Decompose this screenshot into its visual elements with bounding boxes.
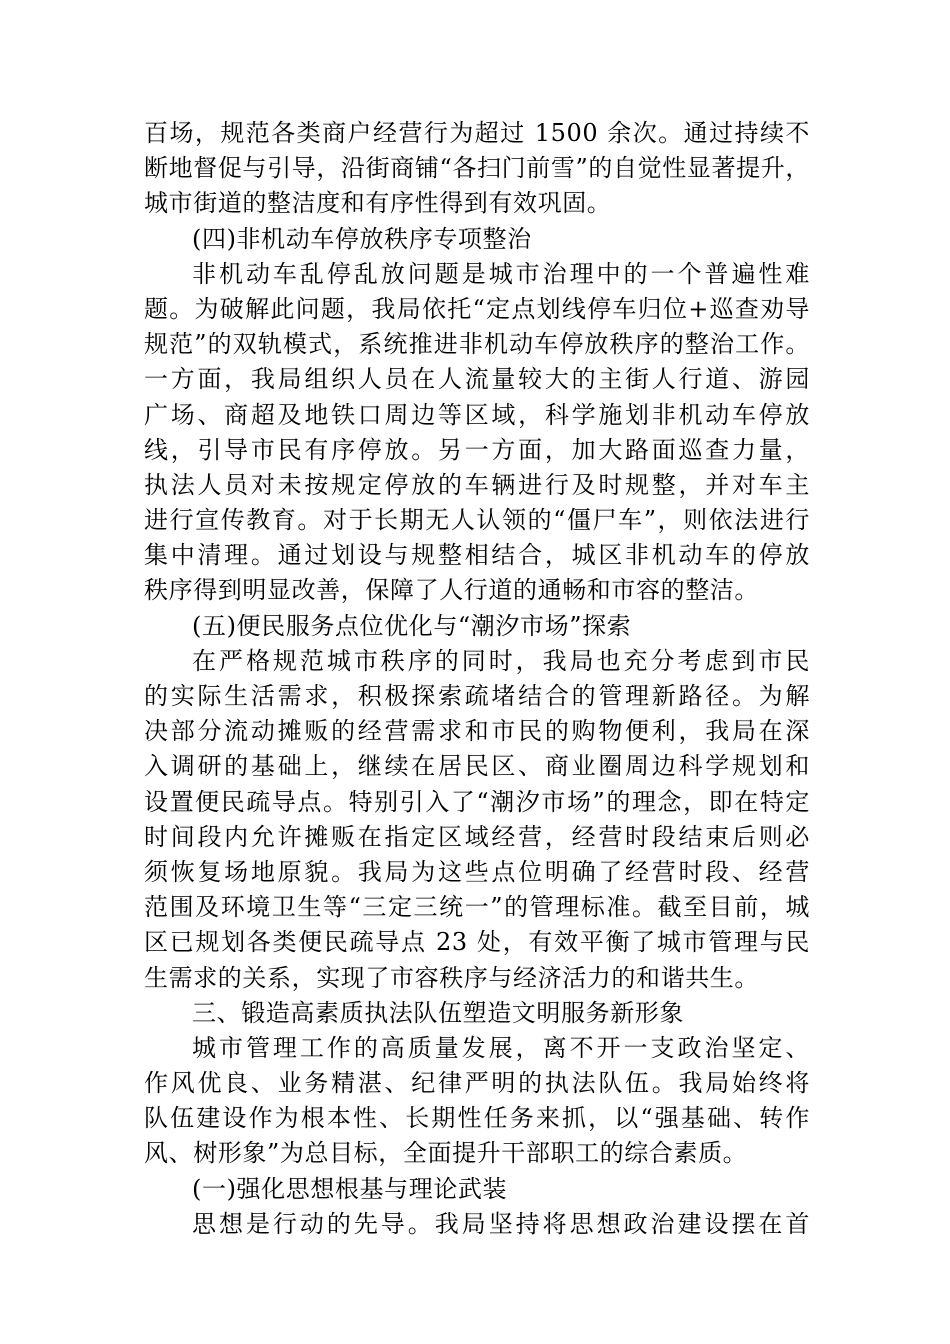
paragraph-line: 范围及环境卫生等“三定三统一”的管理标准。截至目前，城 bbox=[144, 893, 810, 922]
paragraph-line: 时间段内允许摊贩在指定区域经营，经营时段结束后则必 bbox=[144, 822, 810, 851]
paragraph-line: 决部分流动摊贩的经营需求和市民的购物便利，我局在深 bbox=[144, 717, 810, 746]
paragraph-line: 非机动车乱停乱放问题是城市治理中的一个普遍性难 bbox=[192, 259, 810, 288]
paragraph-line: 秩序得到明显改善，保障了人行道的通畅和市容的整洁。 bbox=[144, 576, 759, 605]
paragraph-line: 规范”的双轨模式，系统推进非机动车停放秩序的整治工作。 bbox=[144, 330, 810, 359]
paragraph-line: 作风优良、业务精湛、纪律严明的执法队伍。我局始终将 bbox=[144, 1069, 810, 1098]
paragraph-line: 一方面，我局组织人员在人流量较大的主街人行道、游园 bbox=[144, 365, 810, 394]
paragraph-line: 城市街道的整洁度和有序性得到有效巩固。 bbox=[144, 189, 612, 218]
paragraph-line: 执法人员对未按规定停放的车辆进行及时规整，并对车主 bbox=[144, 470, 810, 499]
section-heading: (一)强化思想根基与理论武装 bbox=[192, 1174, 508, 1203]
paragraph-line: 生需求的关系，实现了市容秩序与经济活力的和谐共生。 bbox=[144, 963, 759, 992]
paragraph-line: 设置便民疏导点。特别引入了“潮汐市场”的理念，即在特定 bbox=[144, 787, 810, 816]
chapter-heading: 三、锻造高素质执法队伍塑造文明服务新形象 bbox=[192, 998, 684, 1027]
paragraph-line: 线，引导市民有序停放。另一方面，加大路面巡查力量， bbox=[144, 435, 810, 464]
paragraph-line: 的实际生活需求，积极探索疏堵结合的管理新路径。为解 bbox=[144, 682, 810, 710]
paragraph-line: 题。为破解此问题，我局依托“定点划线停车归位+巡查劝导 bbox=[144, 294, 810, 323]
paragraph-line: 队伍建设作为根本性、长期性任务来抓，以“强基础、转作 bbox=[144, 1104, 810, 1133]
paragraph-line: 断地督促与引导，沿街商铺“各扫门前雪”的自觉性显著提升， bbox=[144, 154, 810, 183]
section-heading: (四)非机动车停放秩序专项整治 bbox=[192, 224, 532, 253]
paragraph-line: 广场、商超及地铁口周边等区域，科学施划非机动车停放 bbox=[144, 400, 810, 429]
paragraph-line: 风、树形象”为总目标，全面提升干部职工的综合素质。 bbox=[144, 1139, 748, 1168]
paragraph-line: 百场，规范各类商户经营行为超过 1500 余次。通过持续不 bbox=[144, 119, 810, 147]
paragraph-line: 思想是行动的先导。我局坚持将思想政治建设摆在首 bbox=[192, 1209, 810, 1238]
paragraph-line: 区已规划各类便民疏导点 23 处，有效平衡了城市管理与民 bbox=[144, 928, 810, 957]
paragraph-line: 集中清理。通过划设与规整相结合，城区非机动车的停放 bbox=[144, 541, 810, 570]
paragraph-line: 在严格规范城市秩序的同时，我局也充分考虑到市民 bbox=[192, 646, 810, 675]
document-body bbox=[144, 116, 810, 1242]
paragraph-line: 入调研的基础上，继续在居民区、商业圈周边科学规划和 bbox=[144, 752, 810, 781]
section-heading: (五)便民服务点位优化与“潮汐市场”探索 bbox=[192, 611, 632, 640]
paragraph-line: 进行宣传教育。对于长期无人认领的“僵尸车”，则依法进行 bbox=[144, 506, 810, 535]
paragraph-line: 城市管理工作的高质量发展，离不开一支政治坚定、 bbox=[192, 1033, 810, 1062]
paragraph-line: 须恢复场地原貌。我局为这些点位明确了经营时段、经营 bbox=[144, 857, 810, 886]
